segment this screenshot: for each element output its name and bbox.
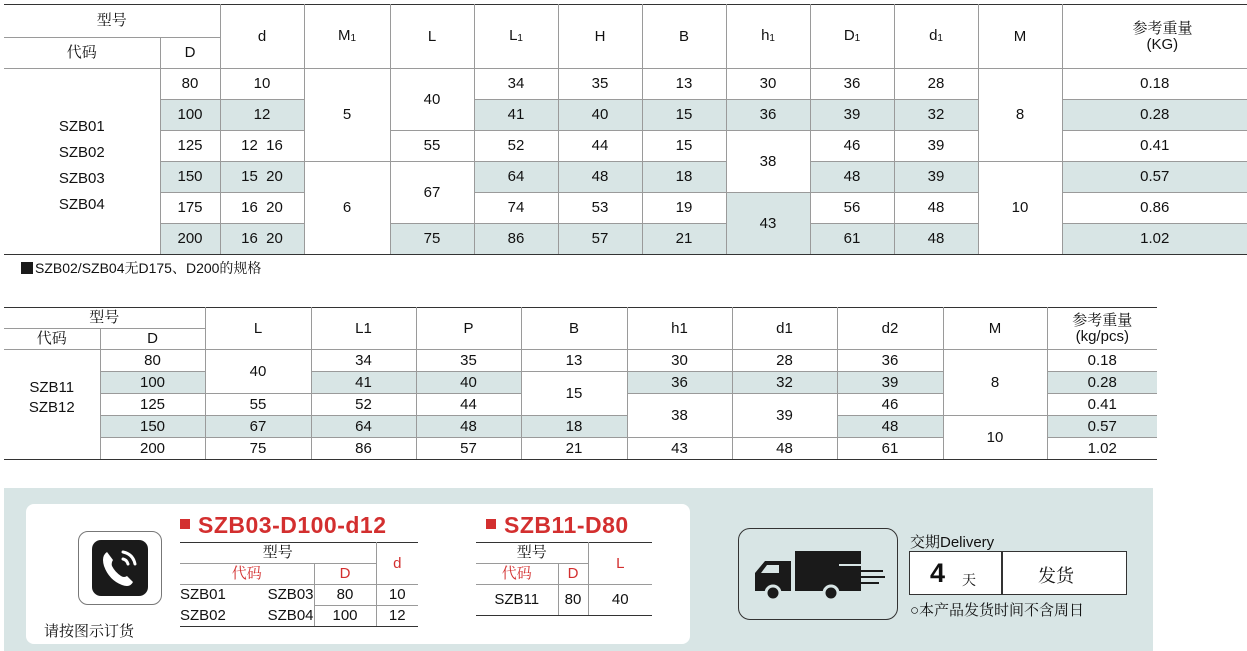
header-l1: L1 xyxy=(311,308,416,350)
cell-d1: 28 xyxy=(732,350,837,372)
cell-h1: 43 xyxy=(726,193,810,255)
cell-D: 175 xyxy=(160,193,220,224)
square-bullet-icon xyxy=(21,262,33,274)
order-example-card xyxy=(26,504,690,644)
ex2-header-l: L xyxy=(588,543,652,585)
ex1-codes: SZB02 SZB04 xyxy=(180,606,314,627)
cell-l: 55 xyxy=(205,394,311,416)
delivery-unit: 天 xyxy=(962,572,976,588)
ex2-code: SZB11 xyxy=(476,585,558,616)
cell-l1: 41 xyxy=(311,372,416,394)
cell-b: 19 xyxy=(642,193,726,224)
cell-p: 48 xyxy=(416,416,521,438)
cell-h: 35 xyxy=(558,69,642,100)
header-d1: d1 xyxy=(732,308,837,350)
cell-D1: 36 xyxy=(810,69,894,100)
cell-l1: 64 xyxy=(474,162,558,193)
cell-l1: 86 xyxy=(311,438,416,460)
cell-d: 12 16 xyxy=(220,131,304,162)
ex1-codes: SZB01 SZB03 xyxy=(180,585,314,606)
header-model: 型号 xyxy=(4,5,220,38)
truck-icon xyxy=(738,528,898,620)
cell-p: 44 xyxy=(416,394,521,416)
cell-d: 16 20 xyxy=(220,193,304,224)
cell-D: 150 xyxy=(160,162,220,193)
cell-D: 80 xyxy=(160,69,220,100)
header-b: B xyxy=(521,308,627,350)
cell-weight: 0.18 xyxy=(1047,350,1157,372)
cell-D1: 48 xyxy=(810,162,894,193)
ex1-D: 100 xyxy=(314,606,376,627)
spec-note: SZB02/SZB04无D175、D200的规格 xyxy=(21,258,261,278)
ex1-header-D: D xyxy=(314,564,376,585)
header-m1: $M_1$ xyxy=(304,5,390,69)
delivery-label: 交期Delivery xyxy=(910,534,995,551)
cell-b: 15 xyxy=(642,131,726,162)
header-b: B xyxy=(642,5,726,69)
cell-l: 67 xyxy=(205,416,311,438)
cell-d1: 32 xyxy=(732,372,837,394)
header-model: 型号 xyxy=(4,308,205,329)
cell-b: 21 xyxy=(521,438,627,460)
cell-D: 100 xyxy=(160,100,220,131)
cell-l1: 52 xyxy=(311,394,416,416)
cell-weight: 0.41 xyxy=(1062,131,1247,162)
cell-l1: 86 xyxy=(474,224,558,255)
ex1-D: 80 xyxy=(314,585,376,606)
cell-b: 18 xyxy=(521,416,627,438)
cell-h1: 38 xyxy=(627,394,732,438)
cell-D: 200 xyxy=(100,438,205,460)
cell-m: 10 xyxy=(978,162,1062,255)
cell-weight: 0.28 xyxy=(1047,372,1157,394)
cell-m1: 5 xyxy=(304,69,390,162)
ex1-d: 10 xyxy=(376,585,418,606)
header-code: 代码 xyxy=(4,38,160,69)
delivery-note: ○本产品发货时间不含周日 xyxy=(910,602,1085,619)
header-d1-upper: $D_1$ xyxy=(810,5,894,69)
cell-l: 40 xyxy=(205,350,311,394)
cell-d1: 32 xyxy=(894,100,978,131)
cell-h: 40 xyxy=(558,100,642,131)
header-m: M xyxy=(943,308,1047,350)
cell-D1: 46 xyxy=(810,131,894,162)
cell-d1: 48 xyxy=(894,193,978,224)
ex2-header-code: 代码 xyxy=(476,564,558,585)
cell-p: 57 xyxy=(416,438,521,460)
cell-l1: 64 xyxy=(311,416,416,438)
cell-l1: 41 xyxy=(474,100,558,131)
cell-D: 150 xyxy=(100,416,205,438)
header-d1-lower: $d_1$ xyxy=(894,5,978,69)
cell-b: 13 xyxy=(642,69,726,100)
header-d: d xyxy=(220,5,304,69)
cell-d1: 39 xyxy=(732,394,837,438)
header-h1: $h_1$ xyxy=(726,5,810,69)
cell-l1: 52 xyxy=(474,131,558,162)
ex2-header-model: 型号 xyxy=(476,543,588,564)
cell-D1: 39 xyxy=(810,100,894,131)
cell-d1: 48 xyxy=(894,224,978,255)
cell-D: 200 xyxy=(160,224,220,255)
header-code: 代码 xyxy=(4,329,100,350)
cell-D: 125 xyxy=(160,131,220,162)
spec-table-szb11-12 xyxy=(4,307,1157,460)
cell-weight: 0.86 xyxy=(1062,193,1247,224)
example1-table xyxy=(180,542,418,627)
header-l: L xyxy=(205,308,311,350)
ex2-header-D: D xyxy=(558,564,588,585)
header-p: P xyxy=(416,308,521,350)
order-instruction: 请按图示订货 xyxy=(44,623,135,640)
header-weight: 参考重量 (kg/pcs) xyxy=(1047,308,1157,350)
cell-h1: 30 xyxy=(726,69,810,100)
cell-weight: 1.02 xyxy=(1062,224,1247,255)
cell-d1: 39 xyxy=(894,131,978,162)
cell-h: 57 xyxy=(558,224,642,255)
header-d2: d2 xyxy=(837,308,943,350)
header-h1: h1 xyxy=(627,308,732,350)
cell-d2: 61 xyxy=(837,438,943,460)
delivery-box xyxy=(909,551,1127,595)
cell-l: 40 xyxy=(390,69,474,131)
cell-weight: 0.41 xyxy=(1047,394,1157,416)
header-weight: 参考重量 (KG) xyxy=(1062,5,1247,69)
square-bullet-icon xyxy=(180,519,190,529)
cell-b: 15 xyxy=(521,372,627,416)
cell-p: 35 xyxy=(416,350,521,372)
cell-h: 44 xyxy=(558,131,642,162)
cell-D: 125 xyxy=(100,394,205,416)
cell-h1: 36 xyxy=(627,372,732,394)
ex1-header-model: 型号 xyxy=(180,543,376,564)
cell-h1: 38 xyxy=(726,131,810,193)
cell-b: 15 xyxy=(642,100,726,131)
cell-d2: 36 xyxy=(837,350,943,372)
header-D: D xyxy=(160,38,220,69)
cell-d: 10 xyxy=(220,69,304,100)
cell-d: 16 20 xyxy=(220,224,304,255)
cell-d2: 39 xyxy=(837,372,943,394)
cell-l: 67 xyxy=(390,162,474,224)
cell-b: 21 xyxy=(642,224,726,255)
cell-D: 100 xyxy=(100,372,205,394)
cell-m: 8 xyxy=(978,69,1062,162)
delivery-divider xyxy=(1001,552,1003,594)
delivery-days: 4 xyxy=(930,558,946,588)
cell-weight: 0.57 xyxy=(1047,416,1157,438)
cell-h: 48 xyxy=(558,162,642,193)
header-D: D xyxy=(100,329,205,350)
spec-table-szb01-04 xyxy=(4,4,1247,255)
square-bullet-icon xyxy=(486,519,496,529)
cell-l1: 34 xyxy=(311,350,416,372)
cell-h1: 43 xyxy=(627,438,732,460)
cell-weight: 0.28 xyxy=(1062,100,1247,131)
cell-b: 13 xyxy=(521,350,627,372)
phone-icon xyxy=(78,531,162,605)
cell-D: 80 xyxy=(100,350,205,372)
cell-d2: 46 xyxy=(837,394,943,416)
example2-title: SZB11-D80 xyxy=(486,512,629,539)
cell-m: 8 xyxy=(943,350,1047,416)
cell-m: 10 xyxy=(943,416,1047,460)
cell-h1: 36 xyxy=(726,100,810,131)
example2-table xyxy=(476,542,652,616)
cell-D1: 56 xyxy=(810,193,894,224)
header-l: L xyxy=(390,5,474,69)
delivery-ship: 发货 xyxy=(1038,566,1074,586)
cell-d: 12 xyxy=(220,100,304,131)
cell-b: 18 xyxy=(642,162,726,193)
cell-d1: 48 xyxy=(732,438,837,460)
cell-weight: 1.02 xyxy=(1047,438,1157,460)
cell-d1: 39 xyxy=(894,162,978,193)
code-list: SZB11 SZB12 xyxy=(4,350,100,460)
header-m: M xyxy=(978,5,1062,69)
ex2-L: 40 xyxy=(588,585,652,616)
cell-weight: 0.57 xyxy=(1062,162,1247,193)
cell-l1: 34 xyxy=(474,69,558,100)
cell-h1: 30 xyxy=(627,350,732,372)
header-h: H xyxy=(558,5,642,69)
cell-m1: 6 xyxy=(304,162,390,255)
cell-h: 53 xyxy=(558,193,642,224)
ex1-header-d: d xyxy=(376,543,418,585)
cell-d: 15 20 xyxy=(220,162,304,193)
cell-d1: 28 xyxy=(894,69,978,100)
ex2-D: 80 xyxy=(558,585,588,616)
cell-weight: 0.18 xyxy=(1062,69,1247,100)
code-list: SZB01 SZB02 SZB03 SZB04 xyxy=(4,69,160,255)
ex1-d: 12 xyxy=(376,606,418,627)
ex1-header-code: 代码 xyxy=(180,564,314,585)
cell-D1: 61 xyxy=(810,224,894,255)
cell-d2: 48 xyxy=(837,416,943,438)
cell-l1: 74 xyxy=(474,193,558,224)
header-l1: $L_1$ xyxy=(474,5,558,69)
cell-l: 55 xyxy=(390,131,474,162)
cell-l: 75 xyxy=(205,438,311,460)
example1-title: SZB03-D100-d12 xyxy=(180,512,387,539)
cell-p: 40 xyxy=(416,372,521,394)
cell-l: 75 xyxy=(390,224,474,255)
